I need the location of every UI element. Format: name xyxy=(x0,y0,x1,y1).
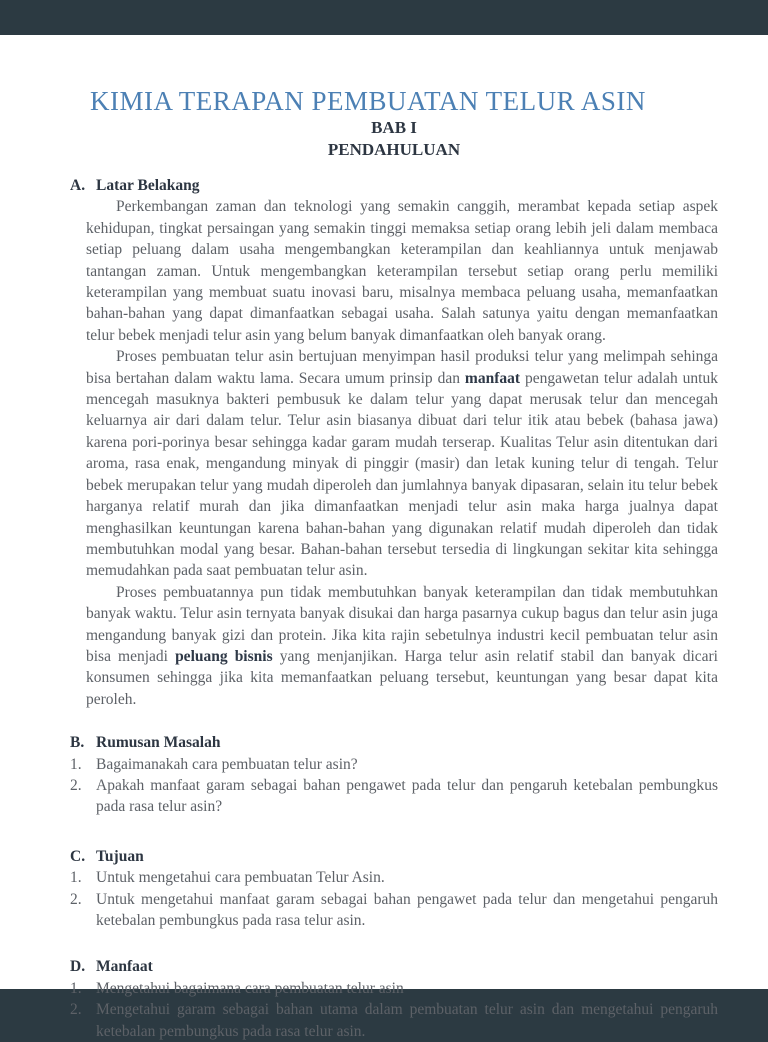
item-number: 1. xyxy=(70,869,82,887)
section-label: B. xyxy=(70,734,85,752)
highlighted-keyword: manfaat xyxy=(464,369,521,387)
numbered-list xyxy=(70,867,718,931)
item-text: Mengetahui bagaimana cara pembuatan telur asin xyxy=(96,979,404,997)
list-item xyxy=(70,867,718,888)
document-title: KIMIA TERAPAN PEMBUATAN TELUR ASIN xyxy=(90,86,646,116)
paragraph-text: Proses pembuatan telur asin bertujuan menyimpan hasil produksi telur yang melimpah sehinga bisa bertahan dalam waktu lama. Secara umum prinsip dan xyxy=(86,348,718,387)
item-number: 2. xyxy=(70,1001,82,1019)
section-heading-text: Latar Belakang xyxy=(96,177,200,194)
section-heading xyxy=(70,732,718,753)
list-item xyxy=(70,978,718,999)
item-number: 1. xyxy=(70,979,82,997)
section-heading-text: Manfaat xyxy=(96,958,153,976)
item-text: Apakah manfaat garam sebagai bahan pengawet pada telur dan pengaruh ketebalan pembungkus pada rasa telur asin? xyxy=(96,776,718,816)
section-heading-text: Tujuan xyxy=(96,847,144,865)
item-number: 2. xyxy=(70,890,82,908)
item-number: 2. xyxy=(70,776,82,794)
section-tujuan xyxy=(70,846,718,932)
item-text: Mengetahui garam sebagai bahan utama dalam pembuatan telur asin dan mengetahui pengaruh ketebalan pembungkus pada rasa telur asin. xyxy=(96,1001,718,1040)
paragraph-text: Proses pembuatannya pun tidak membutuhkan banyak keterampilan dan tidak membutuhkan banyak waktu. Telur asin ternyata banyak disukai dan harga pasarnya cukup bagus dan telur asin juga mengandung banyak gizi dan protein. Jika kita rajin sebetulnya industri kecil pembuatan telur asin bisa menjadi xyxy=(86,583,718,665)
section-latar-belakang xyxy=(70,175,718,710)
section-body xyxy=(86,196,718,710)
paragraph xyxy=(86,346,718,581)
section-heading xyxy=(70,846,718,867)
list-item xyxy=(70,775,718,818)
section-manfaat xyxy=(70,956,718,1042)
numbered-list xyxy=(70,978,718,1042)
section-label: C. xyxy=(70,847,86,865)
list-item xyxy=(70,754,718,775)
paragraph xyxy=(86,196,718,346)
paragraph-text: pengawetan telur adalah untuk mencegah masuknya bakteri pembusuk ke dalam telur yang dapat merusak telur dan mencegah keluarnya air dari dalam telur. Telur asin biasanya dibuat dari telur itik atau bebek (bahasa jawa) karena pori-porinya besar sehingga kadar garam mudah terserap. Kualitas Telur asin ditentukan dari aroma, rasa enak, mengandung minyak di pinggir (masir) dan letak kuning telur di tengah. Telur bebek merupakan telur yang mudah diperoleh dan jumlahnya banyak dipasaran, selain itu telur bebek harganya relatif murah dan jika dimanfaatkan menjadi telur asin maka harga jualnya dapat menghasilkan keuntungan karena bahan-bahan yang digunakan relatif mudah diperoleh dan tidak membutuhkan modal yang besar. Bahan-bahan tersebut tersedia di lingkungan sekitar kita sehingga memudahkan pada saat pembuatan telur asin. xyxy=(86,369,718,580)
highlighted-keyword: peluang bisnis xyxy=(175,647,273,665)
paragraph-text: Perkembangan zaman dan teknologi yang semakin canggih, merambat kepada setiap aspek kehidupan, tingkat persaingan yang semakin tinggi memaksa setiap orang lebih jeli dalam membaca setiap peluang dalam usaha mengembangkan keterampilan dan keahliannya untuk menjawab tantangan zaman. Untuk mengembangkan keterampilan tersebut setiap orang perlu memiliki keterampilan yang membuat suatu inovasi baru, misalnya membaca peluang usaha, memanfaatkan bahan-bahan yang dapat dimanfaatkan sebagai usaha. Salah satunya yaitu dengan memanfaatkan telur bebek menjadi telur asin yang belum banyak dimanfaatkan oleh banyak orang. xyxy=(86,198,718,344)
numbered-list xyxy=(70,754,718,818)
document-page xyxy=(0,35,768,1040)
section-heading-text: Rumusan Masalah xyxy=(96,734,221,752)
section-rumusan-masalah xyxy=(70,732,718,818)
list-item xyxy=(70,999,718,1042)
section-heading xyxy=(70,956,718,977)
chapter-heading: BAB I xyxy=(371,118,417,137)
paragraph-text: yang menjanjikan. Harga telur asin relatif stabil dan banyak dicari konsumen sehingga jika kita memanfaatkan peluang tersebut, keuntungan yang besar dapat kita peroleh. xyxy=(86,647,718,708)
item-text: Bagaimanakah cara pembuatan telur asin? xyxy=(96,755,358,773)
section-label: D. xyxy=(70,958,86,976)
section-label: A. xyxy=(70,177,86,194)
item-text: Untuk mengetahui manfaat garam sebagai bahan pengawet pada telur dan mengetahui pengaruh ketebalan pembungkus pada rasa telur asin. xyxy=(96,890,718,929)
chapter-block xyxy=(70,117,718,161)
item-text: Untuk mengetahui cara pembuatan Telur Asin. xyxy=(96,869,385,887)
section-heading xyxy=(70,175,718,196)
chapter-subheading: PENDAHULUAN xyxy=(327,140,461,159)
list-item xyxy=(70,889,718,932)
paragraph xyxy=(86,582,718,710)
item-number: 1. xyxy=(70,755,82,773)
